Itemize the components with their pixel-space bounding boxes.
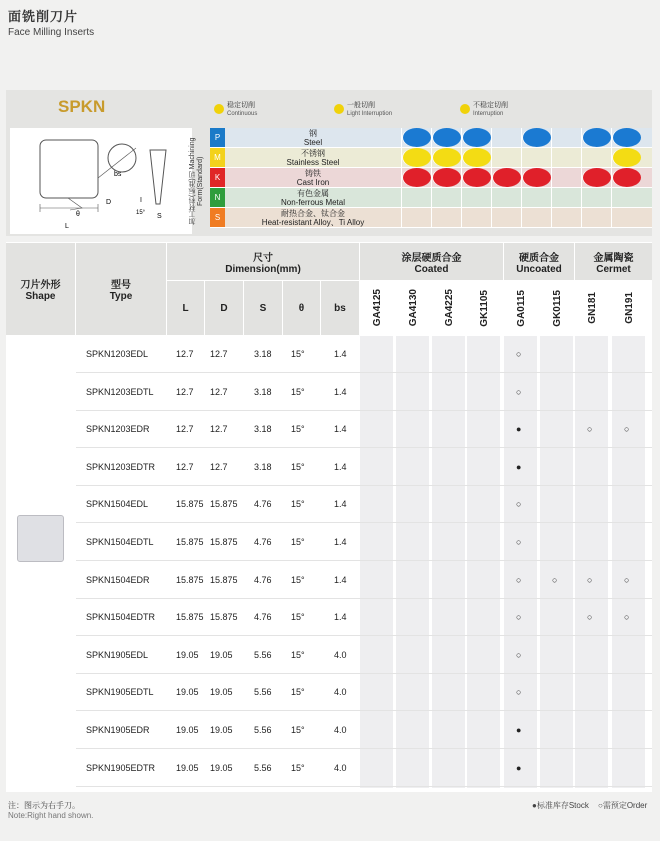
table-row bbox=[76, 712, 652, 749]
l-cell: 15.875 bbox=[176, 537, 204, 547]
bs-cell: 1.4 bbox=[334, 424, 347, 435]
l-cell: 19.05 bbox=[176, 725, 199, 735]
theta-cell: 15° bbox=[291, 649, 305, 660]
availability-mark: ○ bbox=[624, 574, 630, 585]
d-cell: 12.7 bbox=[210, 349, 228, 359]
type-cell: SPKN1905EDL bbox=[86, 649, 149, 660]
suitability-icon bbox=[582, 128, 611, 147]
bs-cell: 1.4 bbox=[334, 612, 347, 623]
interruption-icon bbox=[460, 104, 470, 114]
suitability-icon bbox=[492, 168, 521, 187]
material-name: 钢 Steel bbox=[303, 128, 323, 147]
availability-mark: ○ bbox=[516, 687, 522, 698]
grade-header: GK0115 bbox=[551, 289, 563, 327]
insert-diagram bbox=[10, 128, 192, 234]
material-cell bbox=[491, 208, 521, 227]
material-cell bbox=[551, 148, 581, 167]
col-theta: θ bbox=[283, 281, 320, 335]
table-row bbox=[76, 524, 652, 561]
material-cell bbox=[581, 148, 611, 167]
suitability-icon bbox=[432, 148, 461, 167]
suitability-icon bbox=[522, 128, 551, 147]
material-cell bbox=[581, 168, 611, 187]
material-code: N bbox=[210, 188, 225, 207]
bs-cell: 1.4 bbox=[334, 574, 347, 585]
type-cell: SPKN1203EDTL bbox=[86, 386, 154, 397]
theta-cell: 15° bbox=[291, 762, 305, 773]
bs-cell: 1.4 bbox=[334, 537, 347, 547]
d-cell: 19.05 bbox=[210, 725, 233, 735]
material-cell bbox=[431, 188, 461, 207]
type-cell: SPKN1203EDR bbox=[86, 424, 150, 435]
legend-light: 一般切削 Light Interruption bbox=[334, 102, 392, 118]
theta-cell: 15° bbox=[291, 499, 305, 510]
d-cell: 15.875 bbox=[210, 499, 238, 510]
availability-mark: ○ bbox=[552, 574, 558, 585]
bs-cell: 4.0 bbox=[334, 649, 347, 660]
material-row-m bbox=[210, 148, 652, 168]
availability-mark: ○ bbox=[516, 574, 522, 585]
label-bs: bs bbox=[114, 171, 122, 178]
series-title: SPKN bbox=[58, 97, 106, 116]
l-cell: 19.05 bbox=[176, 649, 199, 660]
label-15: 15° bbox=[136, 210, 146, 216]
theta-cell: 15° bbox=[291, 537, 305, 547]
availability-mark: ● bbox=[516, 725, 522, 735]
type-cell: SPKN1905EDR bbox=[86, 725, 150, 735]
theta-cell: 15° bbox=[291, 574, 305, 585]
type-cell: SPKN1504EDTL bbox=[86, 537, 154, 547]
order-legend: ○需预定Order bbox=[598, 801, 648, 810]
grade-header: GN191 bbox=[623, 292, 635, 324]
availability-mark: ● bbox=[516, 424, 522, 435]
d-cell: 19.05 bbox=[210, 762, 233, 773]
table-row bbox=[76, 374, 652, 411]
material-cell bbox=[401, 148, 431, 167]
material-cell bbox=[401, 168, 431, 187]
availability-mark: ● bbox=[516, 461, 522, 472]
shape-header: 刀片外形 Shape bbox=[6, 243, 75, 335]
table-row bbox=[76, 599, 652, 636]
material-name: 铸铁 Cast Iron bbox=[296, 168, 330, 187]
availability-mark: ○ bbox=[516, 612, 522, 623]
availability-mark: ○ bbox=[624, 612, 630, 623]
availability-mark: ○ bbox=[587, 424, 593, 435]
grade-header: GK1105 bbox=[478, 289, 490, 327]
l-cell: 15.875 bbox=[176, 499, 204, 510]
bs-cell: 1.4 bbox=[334, 349, 347, 359]
l-cell: 12.7 bbox=[176, 461, 194, 472]
d-cell: 12.7 bbox=[210, 386, 228, 397]
availability-mark: ○ bbox=[516, 349, 522, 359]
material-cell bbox=[491, 148, 521, 167]
material-cell bbox=[401, 128, 431, 147]
material-cell bbox=[491, 128, 521, 147]
material-name: 有色金属 Non-ferrous Metal bbox=[280, 188, 346, 207]
availability-mark: ○ bbox=[587, 612, 593, 623]
table-row bbox=[76, 750, 652, 787]
theta-cell: 15° bbox=[291, 386, 305, 397]
material-cell bbox=[521, 208, 551, 227]
insert-shape-image bbox=[17, 515, 64, 562]
suitability-icon bbox=[462, 128, 491, 147]
label-d: D bbox=[106, 199, 112, 206]
table-row bbox=[76, 449, 652, 486]
table-row bbox=[76, 562, 652, 599]
s-cell: 3.18 bbox=[254, 461, 272, 472]
suitability-icon bbox=[522, 168, 551, 187]
theta-cell: 15° bbox=[291, 424, 305, 435]
material-row-n bbox=[210, 188, 652, 208]
availability-mark: ○ bbox=[587, 574, 593, 585]
l-cell: 12.7 bbox=[176, 349, 194, 359]
bs-cell: 4.0 bbox=[334, 687, 347, 698]
material-name: 耐热合金、钛合金 Heat-resistant Alloy、Ti Alloy bbox=[261, 208, 365, 227]
table-row bbox=[76, 674, 652, 711]
material-cell bbox=[581, 188, 611, 207]
label-s: S bbox=[157, 213, 162, 220]
availability-mark: ○ bbox=[516, 537, 522, 547]
coated-header: 涂层硬质合金 Coated bbox=[360, 243, 503, 280]
theta-cell: 15° bbox=[291, 461, 305, 472]
l-cell: 15.875 bbox=[176, 574, 204, 585]
l-cell: 19.05 bbox=[176, 762, 199, 773]
insert-drawing bbox=[10, 128, 192, 234]
type-cell: SPKN1504EDR bbox=[86, 574, 150, 585]
d-cell: 19.05 bbox=[210, 649, 233, 660]
material-cell bbox=[401, 208, 431, 227]
material-cell bbox=[431, 168, 461, 187]
bs-cell: 1.4 bbox=[334, 499, 347, 510]
theta-cell: 15° bbox=[291, 725, 305, 735]
uncoated-header: 硬质合金 Uncoated bbox=[504, 243, 574, 280]
suitability-icon bbox=[462, 168, 491, 187]
l-cell: 15.875 bbox=[176, 612, 204, 623]
table-row bbox=[76, 637, 652, 674]
material-code: K bbox=[210, 168, 225, 187]
availability-mark: ○ bbox=[516, 386, 522, 397]
theta-cell: 15° bbox=[291, 612, 305, 623]
theta-cell: 15° bbox=[291, 687, 305, 698]
l-cell: 12.7 bbox=[176, 386, 194, 397]
material-cell bbox=[551, 188, 581, 207]
note-en: Note:Right hand shown. bbox=[8, 811, 94, 820]
s-cell: 4.76 bbox=[254, 537, 272, 547]
material-cell bbox=[431, 148, 461, 167]
s-cell: 4.76 bbox=[254, 499, 272, 510]
material-cell bbox=[611, 168, 641, 187]
col-d: D bbox=[205, 281, 243, 335]
suitability-icon bbox=[462, 148, 491, 167]
material-cell bbox=[461, 128, 491, 147]
material-cell bbox=[491, 168, 521, 187]
cermet-header: 金属陶瓷 Cermet bbox=[575, 243, 652, 280]
s-cell: 3.18 bbox=[254, 386, 272, 397]
title-en: Face Milling Inserts bbox=[8, 27, 95, 38]
d-cell: 15.875 bbox=[210, 537, 238, 547]
material-name: 不锈钢 Stainless Steel bbox=[286, 148, 340, 167]
machining-form-label: 加工材料(标准)切 Machining Form(Standard) bbox=[189, 137, 204, 225]
grade-header: GA4225 bbox=[443, 289, 455, 327]
material-code: M bbox=[210, 148, 225, 167]
material-row-k bbox=[210, 168, 652, 188]
label-theta: θ bbox=[76, 211, 80, 218]
d-cell: 15.875 bbox=[210, 612, 238, 623]
s-cell: 5.56 bbox=[254, 649, 272, 660]
availability-mark: ○ bbox=[624, 424, 630, 435]
suitability-icon bbox=[612, 148, 641, 167]
suitability-icon bbox=[582, 168, 611, 187]
continuous-icon bbox=[214, 104, 224, 114]
suitability-icon bbox=[612, 128, 641, 147]
material-cell bbox=[611, 128, 641, 147]
l-cell: 19.05 bbox=[176, 687, 199, 698]
label-i: Ι bbox=[140, 197, 142, 204]
material-row-s bbox=[210, 208, 652, 228]
d-cell: 12.7 bbox=[210, 424, 228, 435]
bs-cell: 4.0 bbox=[334, 725, 347, 735]
s-cell: 5.56 bbox=[254, 725, 272, 735]
material-cell bbox=[431, 208, 461, 227]
material-cell bbox=[461, 208, 491, 227]
availability-mark: ○ bbox=[516, 499, 522, 510]
material-cell bbox=[521, 148, 551, 167]
bs-cell: 4.0 bbox=[334, 762, 347, 773]
material-cell bbox=[551, 128, 581, 147]
suitability-icon bbox=[402, 168, 431, 187]
page-header bbox=[8, 6, 94, 38]
note-cn: 注：图示为右手刀。 bbox=[8, 801, 80, 810]
d-cell: 19.05 bbox=[210, 687, 233, 698]
light-interruption-icon bbox=[334, 104, 344, 114]
material-cell bbox=[461, 188, 491, 207]
material-cell bbox=[611, 148, 641, 167]
type-header: 型号 Type bbox=[76, 243, 166, 335]
type-cell: SPKN1905EDTR bbox=[86, 762, 156, 773]
material-cell bbox=[551, 168, 581, 187]
availability-mark: ● bbox=[516, 762, 522, 773]
material-cell bbox=[491, 188, 521, 207]
suitability-icon bbox=[432, 128, 461, 147]
material-cell bbox=[611, 208, 641, 227]
material-cell bbox=[401, 188, 431, 207]
s-cell: 5.56 bbox=[254, 762, 272, 773]
material-cell bbox=[461, 168, 491, 187]
type-cell: SPKN1504EDL bbox=[86, 499, 149, 510]
d-cell: 12.7 bbox=[210, 461, 228, 472]
material-cell bbox=[611, 188, 641, 207]
type-cell: SPKN1203EDL bbox=[86, 349, 149, 359]
material-cell bbox=[521, 128, 551, 147]
dimension-header: 尺寸 Dimension(mm) bbox=[167, 243, 359, 280]
suitability-icon bbox=[612, 168, 641, 187]
material-cell bbox=[431, 128, 461, 147]
legend-interruption: 不稳定切削 Interruption bbox=[460, 102, 508, 118]
stock-legend: ●标准库存Stock bbox=[532, 801, 589, 810]
material-cell bbox=[521, 188, 551, 207]
grade-header: GA0115 bbox=[515, 289, 527, 327]
theta-cell: 15° bbox=[291, 349, 305, 359]
l-cell: 12.7 bbox=[176, 424, 194, 435]
table-row bbox=[76, 411, 652, 448]
table-row bbox=[76, 336, 652, 373]
s-cell: 3.18 bbox=[254, 424, 272, 435]
suitability-icon bbox=[402, 128, 431, 147]
bs-cell: 1.4 bbox=[334, 386, 347, 397]
grade-header: GN181 bbox=[586, 292, 598, 324]
bs-cell: 1.4 bbox=[334, 461, 347, 472]
s-cell: 3.18 bbox=[254, 349, 272, 359]
material-code: S bbox=[210, 208, 225, 227]
material-cell bbox=[551, 208, 581, 227]
s-cell: 4.76 bbox=[254, 612, 272, 623]
d-cell: 15.875 bbox=[210, 574, 238, 585]
material-cell bbox=[461, 148, 491, 167]
material-cell bbox=[581, 208, 611, 227]
label-l: L bbox=[65, 223, 69, 230]
material-cell bbox=[581, 128, 611, 147]
s-cell: 5.56 bbox=[254, 687, 272, 698]
col-l: L bbox=[167, 281, 204, 335]
suitability-icon bbox=[432, 168, 461, 187]
type-cell: SPKN1203EDTR bbox=[86, 461, 156, 472]
suitability-icon bbox=[402, 148, 431, 167]
legend-continuous: 稳定切削 Continuous bbox=[214, 102, 257, 118]
availability-mark: ○ bbox=[516, 649, 522, 660]
material-cell bbox=[521, 168, 551, 187]
grade-header: GA4125 bbox=[371, 289, 383, 327]
type-cell: SPKN1504EDTR bbox=[86, 612, 156, 623]
material-row-p bbox=[210, 128, 652, 148]
type-cell: SPKN1905EDTL bbox=[86, 687, 154, 698]
s-cell: 4.76 bbox=[254, 574, 272, 585]
material-code: P bbox=[210, 128, 225, 147]
grade-header: GA4130 bbox=[407, 289, 419, 327]
col-bs: bs bbox=[321, 281, 359, 335]
table-row bbox=[76, 486, 652, 523]
col-s: S bbox=[244, 281, 282, 335]
title-cn: 面铣削刀片 bbox=[8, 9, 79, 24]
